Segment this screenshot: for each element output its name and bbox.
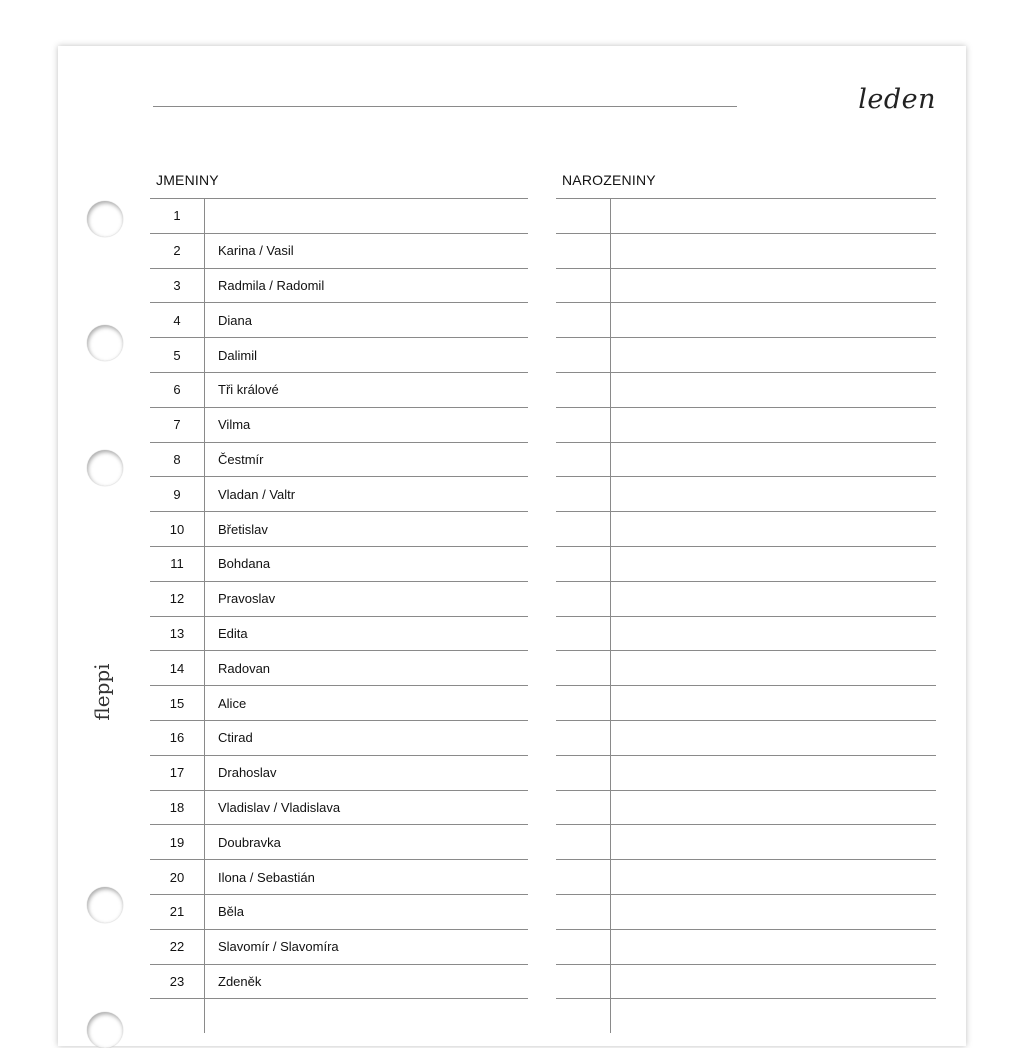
birthday-row[interactable]: [556, 198, 936, 233]
birthday-date-cell[interactable]: [556, 199, 611, 233]
name-day-row: [150, 650, 528, 685]
birthday-row[interactable]: [556, 268, 936, 303]
day-number: 3: [150, 269, 205, 303]
birthday-row[interactable]: [556, 859, 936, 894]
name-day-name: Tři králové: [218, 382, 279, 398]
name-day-row: [150, 407, 528, 442]
birthday-date-cell[interactable]: [556, 965, 611, 999]
name-day-row: [150, 685, 528, 720]
birthday-row[interactable]: [556, 720, 936, 755]
birthday-row[interactable]: [556, 511, 936, 546]
birthday-date-cell[interactable]: [556, 547, 611, 581]
name-day-name: Pravoslav: [218, 591, 276, 607]
birthday-row[interactable]: [556, 650, 936, 685]
birthday-date-cell[interactable]: [556, 617, 611, 651]
name-day-name: Drahoslav: [218, 765, 277, 781]
name-day-name: Vilma: [218, 417, 251, 433]
name-day-name: Radovan: [218, 660, 271, 676]
name-day-row: [150, 790, 528, 825]
birthday-date-cell[interactable]: [556, 234, 611, 268]
birthday-date-cell[interactable]: [556, 303, 611, 337]
name-day-row: [150, 859, 528, 894]
birthday-date-cell[interactable]: [556, 443, 611, 477]
day-number: 14: [150, 651, 205, 685]
name-day-row: [150, 198, 528, 233]
birthday-date-cell[interactable]: [556, 477, 611, 511]
birthday-row[interactable]: [556, 302, 936, 337]
name-day-name: Radmila / Radomil: [218, 277, 325, 293]
day-number: 22: [150, 930, 205, 964]
day-number: 5: [150, 338, 205, 372]
birthdays-title: NAROZENINY: [562, 172, 656, 188]
birthday-date-cell[interactable]: [556, 756, 611, 790]
birthday-row[interactable]: [556, 755, 936, 790]
birthdays-table: [556, 198, 936, 1033]
name-day-row: [150, 720, 528, 755]
day-number: 10: [150, 512, 205, 546]
table-row-end: [150, 998, 528, 1033]
birthday-row[interactable]: [556, 964, 936, 999]
day-number: 1: [150, 199, 205, 233]
name-day-row: [150, 616, 528, 651]
name-day-name: Bohdana: [218, 556, 271, 572]
name-day-name: Běla: [218, 904, 245, 920]
binder-hole: [87, 450, 123, 486]
row-divider: [150, 999, 205, 1033]
birthday-row[interactable]: [556, 790, 936, 825]
birthday-date-cell[interactable]: [556, 269, 611, 303]
day-number: 19: [150, 825, 205, 859]
day-number: 20: [150, 860, 205, 894]
day-number: 15: [150, 686, 205, 720]
birthday-row[interactable]: [556, 616, 936, 651]
name-day-name: Doubravka: [218, 834, 281, 850]
birthday-date-cell[interactable]: [556, 721, 611, 755]
name-day-row: [150, 581, 528, 616]
name-day-row: [150, 824, 528, 859]
birthday-date-cell[interactable]: [556, 338, 611, 372]
birthday-row[interactable]: [556, 546, 936, 581]
name-day-name: Karina / Vasil: [218, 243, 294, 259]
name-day-row: [150, 929, 528, 964]
name-day-name: Alice: [218, 695, 247, 711]
birthday-date-cell[interactable]: [556, 512, 611, 546]
birthday-date-cell[interactable]: [556, 408, 611, 442]
name-day-row: [150, 476, 528, 511]
birthday-row[interactable]: [556, 894, 936, 929]
birthday-date-cell[interactable]: [556, 791, 611, 825]
row-divider: [556, 999, 611, 1033]
name-days-table: [150, 198, 528, 1033]
name-day-name: Slavomír / Slavomíra: [218, 939, 339, 955]
birthday-date-cell[interactable]: [556, 895, 611, 929]
name-day-name: Ilona / Sebastián: [218, 869, 315, 885]
name-days-title: JMENINY: [156, 172, 219, 188]
birthday-row[interactable]: [556, 442, 936, 477]
name-day-row: [150, 442, 528, 477]
day-number: 9: [150, 477, 205, 511]
day-number: 4: [150, 303, 205, 337]
day-number: 13: [150, 617, 205, 651]
brand-logo: fleppi: [90, 663, 114, 721]
day-number: 7: [150, 408, 205, 442]
day-number: 16: [150, 721, 205, 755]
name-day-name: Břetislav: [218, 521, 268, 537]
binder-hole: [87, 887, 123, 923]
birthday-row[interactable]: [556, 824, 936, 859]
day-number: 2: [150, 234, 205, 268]
birthday-row[interactable]: [556, 233, 936, 268]
month-title: leden: [858, 84, 936, 115]
birthday-row[interactable]: [556, 372, 936, 407]
table-row-end: [556, 998, 936, 1033]
name-day-name: Čestmír: [218, 451, 264, 467]
name-day-row: [150, 268, 528, 303]
birthday-row[interactable]: [556, 407, 936, 442]
name-day-row: [150, 233, 528, 268]
header-rule: [153, 106, 737, 107]
birthday-row[interactable]: [556, 581, 936, 616]
name-day-row: [150, 372, 528, 407]
binder-hole: [87, 325, 123, 361]
name-day-name: Vladislav / Vladislava: [218, 799, 341, 815]
day-number: 6: [150, 373, 205, 407]
birthday-date-cell[interactable]: [556, 860, 611, 894]
name-day-row: [150, 894, 528, 929]
name-day-name: Edita: [218, 625, 248, 641]
birthday-row[interactable]: [556, 685, 936, 720]
day-number: 21: [150, 895, 205, 929]
name-day-row: [150, 337, 528, 372]
name-day-row: [150, 302, 528, 337]
birthday-date-cell[interactable]: [556, 825, 611, 859]
name-day-row: [150, 546, 528, 581]
day-number: 11: [150, 547, 205, 581]
birthday-row[interactable]: [556, 929, 936, 964]
name-day-name: Zdeněk: [218, 973, 262, 989]
birthday-date-cell[interactable]: [556, 686, 611, 720]
birthday-date-cell[interactable]: [556, 930, 611, 964]
day-number: 18: [150, 791, 205, 825]
name-day-row: [150, 511, 528, 546]
birthday-date-cell[interactable]: [556, 582, 611, 616]
binder-hole: [87, 1012, 123, 1048]
day-number: 17: [150, 756, 205, 790]
birthday-row[interactable]: [556, 476, 936, 511]
birthday-row[interactable]: [556, 337, 936, 372]
day-number: 8: [150, 443, 205, 477]
name-day-name: Vladan / Valtr: [218, 486, 296, 502]
name-day-row: [150, 755, 528, 790]
birthday-date-cell[interactable]: [556, 373, 611, 407]
name-day-row: [150, 964, 528, 999]
binder-hole: [87, 201, 123, 237]
name-day-name: Dalimil: [218, 347, 257, 363]
birthday-date-cell[interactable]: [556, 651, 611, 685]
name-day-name: Ctirad: [218, 730, 253, 746]
day-number: 23: [150, 965, 205, 999]
name-day-name: Diana: [218, 312, 252, 328]
day-number: 12: [150, 582, 205, 616]
